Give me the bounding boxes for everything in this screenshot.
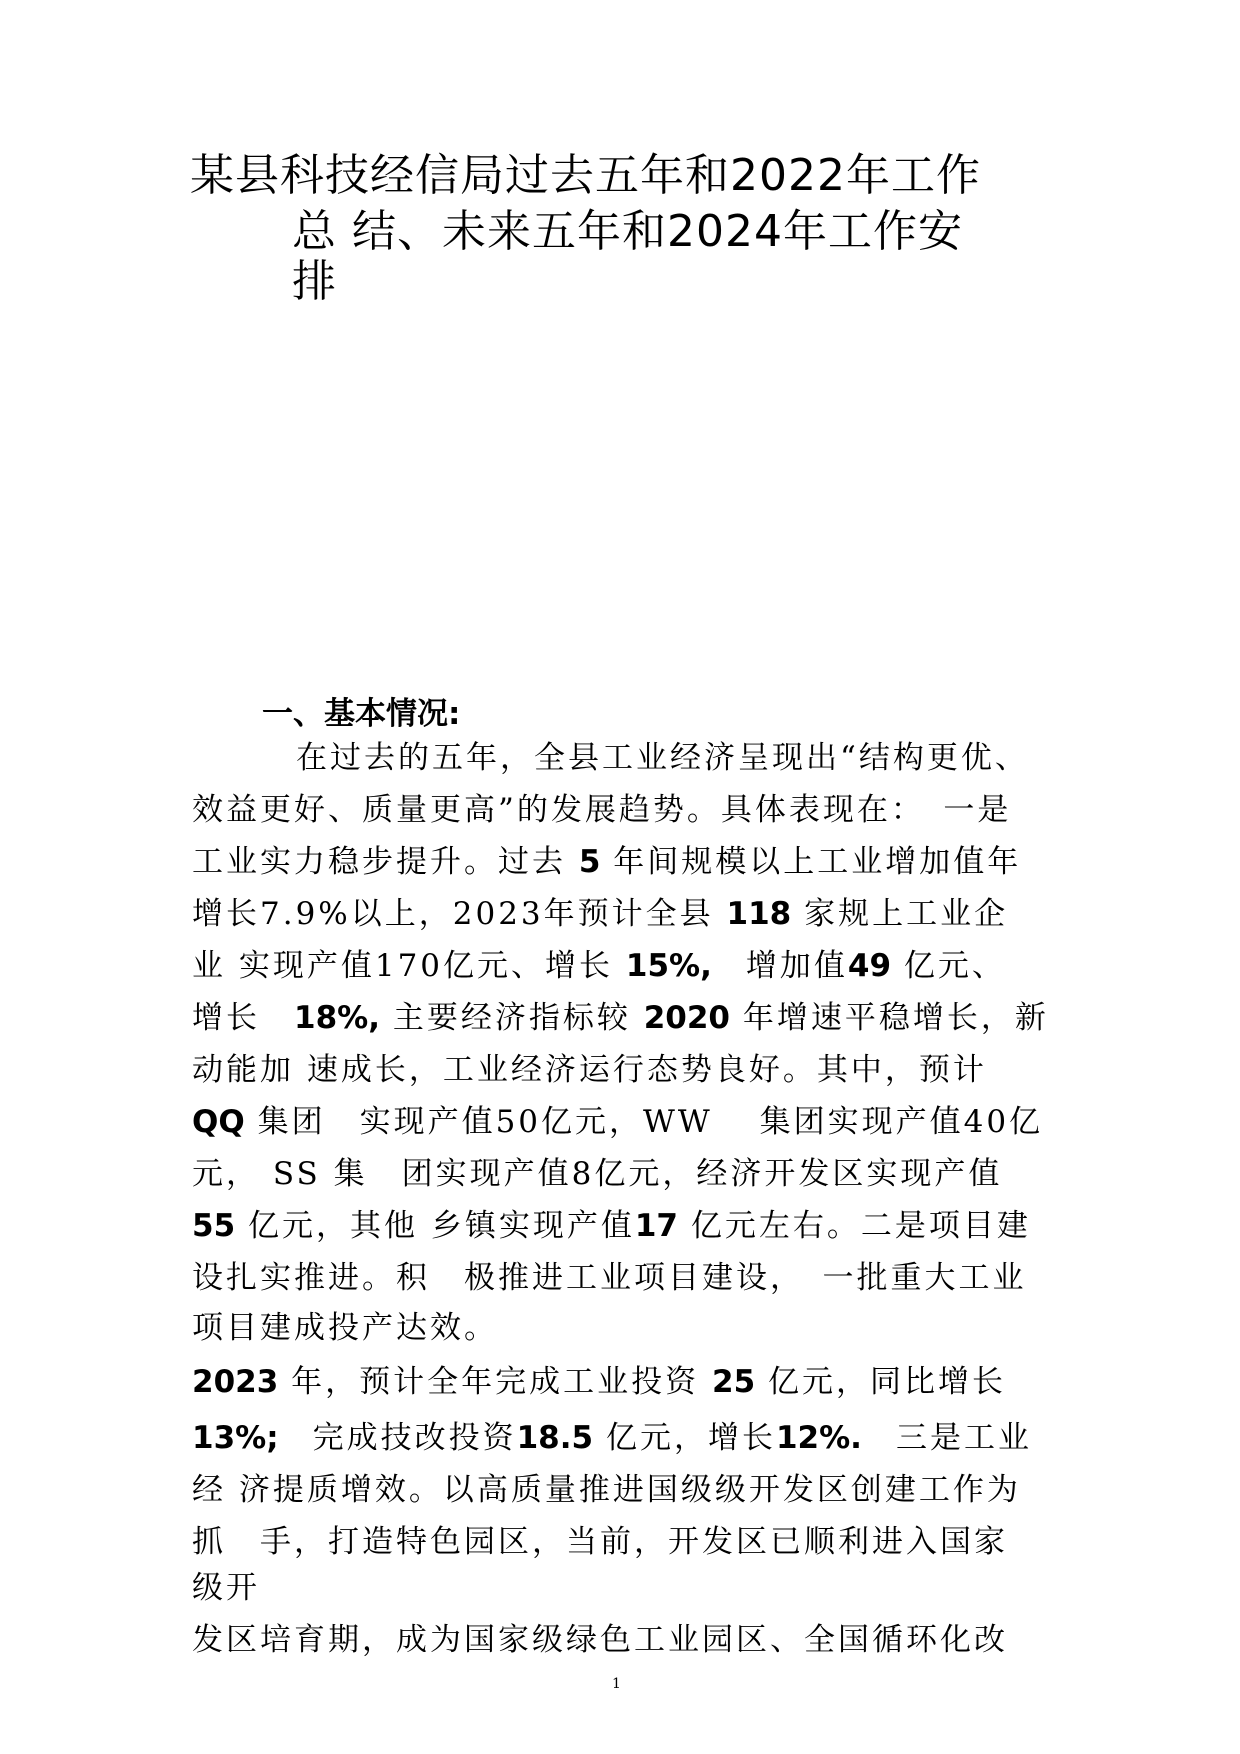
bold-figure: 55	[192, 1208, 236, 1244]
text-run: 经 济提质增效。以高质量推进国级级开发区创建工作为	[192, 1472, 1021, 1508]
text-run: 年，预计全年完成工业投资	[278, 1364, 712, 1400]
bold-figure: 12%.	[775, 1420, 862, 1456]
text-run: 动能加 速成长，工业经济运行态势良好。其中，预计	[192, 1052, 987, 1088]
body-line	[192, 1154, 1002, 1194]
text-run: 亿元左右。二是项目建	[678, 1208, 1031, 1244]
body-line	[192, 842, 1021, 882]
body-line	[192, 894, 1008, 934]
text-run: 年增速平稳增长，新	[729, 1000, 1049, 1036]
text-run: 亿元、	[891, 948, 1006, 984]
body-line	[192, 1050, 987, 1090]
body-line	[192, 1620, 1008, 1660]
text-run: 增长	[192, 1000, 294, 1036]
text-run: 年间规模以上工业增加值年	[600, 844, 1022, 880]
bold-figure: 15%,	[625, 948, 712, 984]
body-line	[192, 1102, 1043, 1142]
document-title-line-3: 排	[292, 256, 337, 307]
body-line	[192, 1522, 1008, 1562]
text-run: 增加值	[711, 948, 848, 984]
bold-figure: 5	[578, 844, 601, 880]
bold-figure: 17	[634, 1208, 678, 1244]
bold-figure: 49	[847, 948, 892, 984]
body-line	[192, 1308, 498, 1348]
text-run: 主要经济指标较	[379, 1000, 644, 1036]
body-line	[192, 946, 1006, 986]
bold-figure: 118	[726, 896, 792, 932]
section-heading: 一、基本情况:	[262, 696, 461, 732]
body-line	[192, 1470, 1021, 1510]
body-line	[192, 1418, 1032, 1458]
text-run: 元， SS 集 团实现产值8亿元，经济开发区实现产值	[192, 1156, 1003, 1192]
text-run: 家规上工业企	[791, 896, 1009, 932]
text-run: 业 实现产值170亿元、增长	[192, 948, 626, 984]
body-line	[192, 1206, 1031, 1246]
bold-figure: QQ	[192, 1104, 245, 1140]
text-run: 工业实力稳步提升。过去	[192, 844, 579, 880]
document-title-line-2: 总 结、未来五年和2024年工作安	[292, 206, 963, 257]
text-run: 抓 手，打造特色园区，当前，开发区已顺利进入国家	[192, 1524, 1008, 1560]
text-run: 三是工业	[861, 1420, 1032, 1456]
body-line	[192, 1258, 1027, 1298]
page-number: 1	[612, 1676, 621, 1692]
document-title-line-1: 某县科技经信局过去五年和2022年工作	[190, 150, 981, 201]
text-run: 级开	[192, 1570, 260, 1606]
text-run: 亿元，其他 乡镇实现产值	[235, 1208, 635, 1244]
body-line	[192, 998, 1049, 1038]
bold-figure: 18%,	[294, 1000, 380, 1036]
text-run: 增长7.9%以上，2023年预计全县	[192, 896, 727, 932]
body-line	[192, 1362, 1006, 1402]
bold-figure: 13%;	[192, 1420, 279, 1456]
text-run: 集团 实现产值50亿元，WW 集团实现产值40亿	[244, 1104, 1044, 1140]
text-run: 在过去的五年，全县工业经济呈现出“结构更优、	[262, 740, 1029, 776]
bold-figure: 2020	[643, 1000, 730, 1036]
text-run: 亿元，同比增长	[755, 1364, 1006, 1400]
bold-figure: 2023	[192, 1364, 279, 1400]
body-line	[192, 790, 1011, 830]
text-run: 发区培育期，成为国家级绿色工业园区、全国循环化改	[192, 1622, 1008, 1658]
text-run: 项目建成投产达效。	[192, 1310, 498, 1346]
body-line	[192, 1568, 260, 1608]
bold-figure: 18.5	[516, 1420, 594, 1456]
bold-figure: 25	[712, 1364, 756, 1400]
body-line	[262, 738, 1029, 778]
text-run: 效益更好、质量更高”的发展趋势。具体表现在： 一是	[192, 792, 1012, 828]
text-run: 亿元，增长	[593, 1420, 776, 1456]
text-run: 完成技改投资	[278, 1420, 517, 1456]
text-run: 设扎实推进。积 极推进工业项目建设， 一批重大工业	[192, 1260, 1027, 1296]
